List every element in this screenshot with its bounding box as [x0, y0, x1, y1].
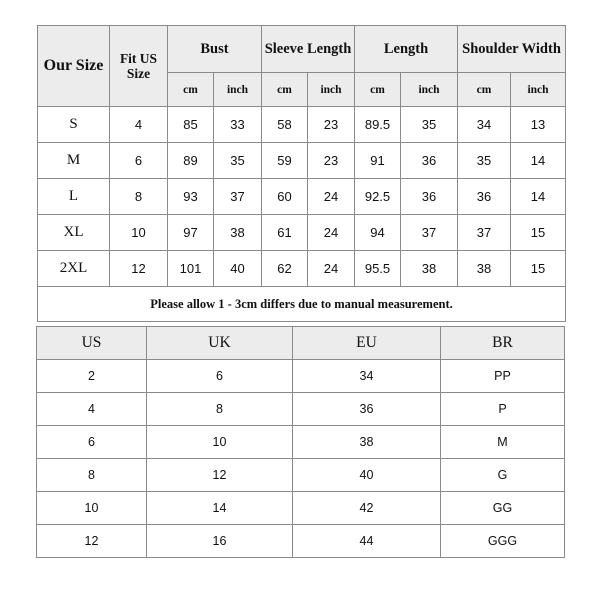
table-row [37, 459, 565, 492]
conversion-cell: M [441, 426, 565, 459]
measurement-cell: 89.5 [355, 107, 401, 143]
sleeve-length-header: Sleeve Length [262, 26, 355, 73]
uk-header: UK [147, 327, 293, 360]
fit-us-header-line2: Size [126, 66, 151, 81]
size-cell: S [38, 107, 110, 143]
table-row [37, 393, 565, 426]
measurement-cell: 38 [214, 215, 262, 251]
measurement-cell: 85 [168, 107, 214, 143]
size-chart-table [37, 25, 566, 322]
measurement-cell: 92.5 [355, 179, 401, 215]
bust-cm-header: cm [168, 73, 214, 107]
measurement-cell: 37 [401, 215, 458, 251]
measurement-cell: 34 [458, 107, 511, 143]
table-row [37, 492, 565, 525]
length-cm-header: cm [355, 73, 401, 107]
measurement-cell: 23 [308, 107, 355, 143]
table-row [37, 525, 565, 558]
shoulder-inch-header: inch [511, 73, 566, 107]
measurement-cell: 24 [308, 215, 355, 251]
measurement-cell: 6 [110, 143, 168, 179]
table-row [38, 107, 566, 143]
measurement-cell: 59 [262, 143, 308, 179]
measurement-cell: 38 [401, 251, 458, 287]
measurement-cell: 33 [214, 107, 262, 143]
measurement-cell: 14 [511, 143, 566, 179]
measurement-cell: 15 [511, 215, 566, 251]
table-row [38, 215, 566, 251]
conversion-cell: PP [441, 360, 565, 393]
measurement-cell: 95.5 [355, 251, 401, 287]
eu-header: EU [293, 327, 441, 360]
measurement-cell: 36 [401, 143, 458, 179]
measurement-cell: 23 [308, 143, 355, 179]
conversion-cell: P [441, 393, 565, 426]
conversion-cell: 36 [293, 393, 441, 426]
conversion-cell: 10 [147, 426, 293, 459]
sleeve-inch-header: inch [308, 73, 355, 107]
table-row [38, 143, 566, 179]
us-header: US [37, 327, 147, 360]
conversion-cell: GGG [441, 525, 565, 558]
table-row [38, 251, 566, 287]
fit-us-size-header [110, 26, 168, 107]
table-row [38, 179, 566, 215]
measurement-cell: 61 [262, 215, 308, 251]
measurement-cell: 37 [214, 179, 262, 215]
table-row [37, 426, 565, 459]
measurement-cell: 93 [168, 179, 214, 215]
shoulder-cm-header: cm [458, 73, 511, 107]
measurement-cell: 58 [262, 107, 308, 143]
conversion-cell: 6 [147, 360, 293, 393]
conversion-header-row [37, 327, 565, 360]
size-cell: M [38, 143, 110, 179]
measurement-cell: 10 [110, 215, 168, 251]
measurement-cell: 94 [355, 215, 401, 251]
measurement-note: Please allow 1 - 3cm differs due to manual measurement. [38, 287, 566, 322]
measurement-cell: 36 [458, 179, 511, 215]
conversion-cell: 38 [293, 426, 441, 459]
size-cell: 2XL [38, 251, 110, 287]
conversion-cell: 44 [293, 525, 441, 558]
length-header: Length [355, 26, 458, 73]
measurement-cell: 40 [214, 251, 262, 287]
measurement-cell: 14 [511, 179, 566, 215]
measurement-cell: 89 [168, 143, 214, 179]
measurement-cell: 13 [511, 107, 566, 143]
size-cell: L [38, 179, 110, 215]
measurement-cell: 62 [262, 251, 308, 287]
conversion-cell: 2 [37, 360, 147, 393]
conversion-cell: 8 [147, 393, 293, 426]
measurement-cell: 35 [458, 143, 511, 179]
shoulder-width-header: Shoulder Width [458, 26, 566, 73]
measurement-cell: 35 [401, 107, 458, 143]
measurement-cell: 15 [511, 251, 566, 287]
measurement-cell: 37 [458, 215, 511, 251]
conversion-cell: 14 [147, 492, 293, 525]
measurement-cell: 91 [355, 143, 401, 179]
length-inch-header: inch [401, 73, 458, 107]
measurement-cell: 8 [110, 179, 168, 215]
measurement-cell: 36 [401, 179, 458, 215]
table-row [37, 360, 565, 393]
conversion-body [37, 360, 565, 558]
measurement-cell: 60 [262, 179, 308, 215]
size-chart-header-row [38, 26, 566, 73]
fit-us-header-line1: Fit US [119, 51, 158, 66]
conversion-cell: 4 [37, 393, 147, 426]
size-conversion-table [36, 326, 565, 558]
size-chart-body [38, 107, 566, 287]
size-chart-note-row [38, 287, 566, 322]
conversion-cell: 16 [147, 525, 293, 558]
conversion-cell: 12 [37, 525, 147, 558]
measurement-cell: 97 [168, 215, 214, 251]
conversion-cell: 34 [293, 360, 441, 393]
conversion-cell: 8 [37, 459, 147, 492]
conversion-cell: 10 [37, 492, 147, 525]
bust-inch-header: inch [214, 73, 262, 107]
measurement-cell: 38 [458, 251, 511, 287]
br-header: BR [441, 327, 565, 360]
size-cell: XL [38, 215, 110, 251]
measurement-cell: 101 [168, 251, 214, 287]
conversion-cell: 40 [293, 459, 441, 492]
measurement-cell: 12 [110, 251, 168, 287]
conversion-cell: 6 [37, 426, 147, 459]
bust-header: Bust [168, 26, 262, 73]
conversion-cell: G [441, 459, 565, 492]
measurement-cell: 24 [308, 251, 355, 287]
measurement-cell: 35 [214, 143, 262, 179]
measurement-cell: 4 [110, 107, 168, 143]
conversion-cell: 12 [147, 459, 293, 492]
conversion-cell: GG [441, 492, 565, 525]
sleeve-cm-header: cm [262, 73, 308, 107]
our-size-header: Our Size [38, 26, 110, 107]
conversion-cell: 42 [293, 492, 441, 525]
measurement-cell: 24 [308, 179, 355, 215]
